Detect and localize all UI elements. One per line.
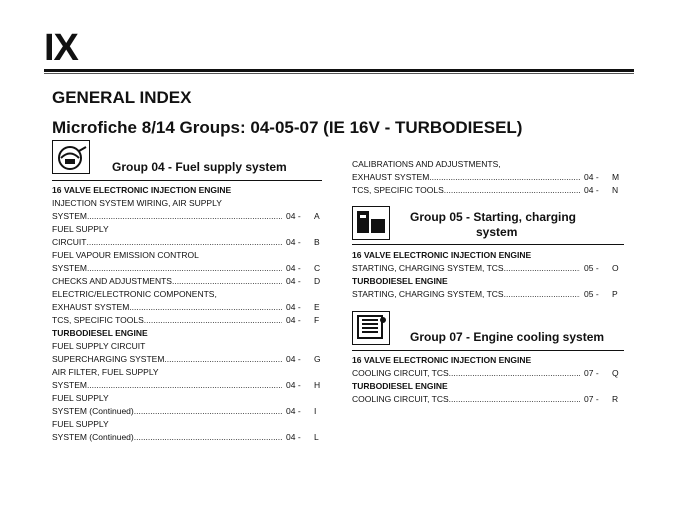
entry-label: TURBODIESEL ENGINE [52, 328, 148, 338]
entry-label: SUPERCHARGING SYSTEM [52, 354, 165, 364]
index-entry [52, 197, 327, 210]
leader-dots [87, 262, 282, 275]
index-entry [52, 249, 327, 262]
entry-label: FUEL VAPOUR EMISSION CONTROL [52, 250, 199, 260]
index-entry [52, 392, 327, 405]
battery-starter-icon [352, 206, 390, 240]
leader-dots [144, 314, 282, 327]
entry-page: 07 - [584, 368, 599, 378]
entry-label: TCS, SPECIFIC TOOLS [352, 185, 444, 195]
entry-letter: D [314, 276, 321, 286]
group-05-title: Group 05 - Starting, charging [410, 210, 577, 224]
entry-label: EXHAUST SYSTEM [52, 302, 130, 312]
entry-label: AIR FILTER, FUEL SUPPLY [52, 367, 159, 377]
index-entry [52, 288, 327, 301]
index-entry [52, 340, 327, 353]
index-entry [52, 366, 327, 379]
entry-label: CHECKS AND ADJUSTMENTS [52, 276, 172, 286]
leader-dots [129, 301, 282, 314]
entry-letter: H [314, 380, 321, 390]
entry-label: EXHAUST SYSTEM [352, 172, 430, 182]
entry-page: 04 - [286, 432, 301, 442]
index-entry [52, 223, 327, 236]
index-entry [52, 314, 327, 327]
header-rule [44, 69, 634, 72]
index-entry [52, 275, 327, 288]
index-entry [352, 184, 627, 197]
group-04-title: Group 04 - Fuel supply system [112, 160, 287, 174]
index-entry [352, 288, 627, 301]
group-04-continued-list [352, 158, 627, 197]
index-entry [352, 367, 627, 380]
index-entry [352, 275, 627, 288]
entry-label: FUEL SUPPLY CIRCUIT [52, 341, 146, 351]
entry-label: TCS, SPECIFIC TOOLS [52, 315, 144, 325]
fuel-pump-icon [52, 140, 90, 174]
index-entry [52, 262, 327, 275]
entry-letter: B [314, 237, 320, 247]
group-04-rule [52, 180, 322, 181]
entry-page: 05 - [584, 289, 599, 299]
entry-page: 07 - [584, 394, 599, 404]
entry-label: SYSTEM [52, 263, 87, 273]
index-entry [52, 301, 327, 314]
entry-page: 04 - [584, 172, 599, 182]
leader-dots [444, 184, 580, 197]
entry-label: INJECTION SYSTEM WIRING, AIR SUPPLY [52, 198, 222, 208]
entry-label: TURBODIESEL ENGINE [352, 276, 448, 286]
entry-letter: F [314, 315, 320, 325]
radiator-icon [352, 311, 390, 345]
entry-label: COOLING CIRCUIT, TCS [352, 368, 449, 378]
index-entry [52, 184, 327, 197]
entry-label: CALIBRATIONS AND ADJUSTMENTS, [352, 159, 501, 169]
leader-dots [429, 171, 580, 184]
leader-dots [449, 393, 580, 406]
leader-dots [134, 405, 282, 418]
leader-dots [504, 262, 580, 275]
entry-letter: P [612, 289, 618, 299]
entry-page: 04 - [286, 406, 301, 416]
leader-dots [504, 288, 580, 301]
entry-page: 04 - [286, 380, 301, 390]
entry-label: FUEL SUPPLY [52, 419, 109, 429]
entry-label: 16 VALVE ELECTRONIC INJECTION ENGINE [352, 250, 532, 260]
page-subtitle: Microfiche 8/14 Groups: 04-05-07 (IE 16V - TURBODIESEL) [52, 118, 523, 137]
entry-label: 16 VALVE ELECTRONIC INJECTION ENGINE [352, 355, 532, 365]
entry-letter: C [314, 263, 321, 273]
group-07-rule [352, 350, 624, 351]
index-entry [52, 405, 327, 418]
entry-label: 16 VALVE ELECTRONIC INJECTION ENGINE [52, 185, 232, 195]
leader-dots [87, 210, 282, 223]
index-entry [52, 431, 327, 444]
entry-label: COOLING CIRCUIT, TCS [352, 394, 449, 404]
entry-page: 05 - [584, 263, 599, 273]
entry-letter: N [612, 185, 619, 195]
leader-dots [86, 236, 282, 249]
index-entry [352, 354, 627, 367]
leader-dots [164, 353, 282, 366]
index-entry [52, 353, 327, 366]
page-title: GENERAL INDEX [52, 88, 192, 107]
entry-page: 04 - [286, 211, 301, 221]
entry-label: TURBODIESEL ENGINE [352, 381, 448, 391]
entry-letter: R [612, 394, 619, 404]
index-entry [352, 171, 627, 184]
index-entry [352, 158, 627, 171]
index-entry [52, 210, 327, 223]
entry-label: CIRCUIT [52, 237, 87, 247]
index-entry [52, 418, 327, 431]
index-entry [52, 236, 327, 249]
entry-label: SYSTEM (Continued) [52, 406, 134, 416]
entry-letter: L [314, 432, 319, 442]
entry-label: SYSTEM [52, 380, 87, 390]
entry-label: FUEL SUPPLY [52, 224, 109, 234]
entry-letter: G [314, 354, 321, 364]
leader-dots [87, 379, 282, 392]
entry-page: 04 - [286, 315, 301, 325]
chapter-number: IX [44, 27, 78, 69]
index-entry [352, 249, 627, 262]
index-entry [352, 393, 627, 406]
entry-label: SYSTEM [52, 211, 87, 221]
leader-dots [449, 367, 580, 380]
group-05-rule [352, 244, 624, 245]
entry-letter: A [314, 211, 320, 221]
index-entry [52, 327, 327, 340]
index-entry [52, 379, 327, 392]
entry-page: 04 - [286, 263, 301, 273]
entry-letter: Q [612, 368, 619, 378]
entry-page: 04 - [584, 185, 599, 195]
entry-letter: M [612, 172, 620, 182]
leader-dots [172, 275, 282, 288]
entry-label: STARTING, CHARGING SYSTEM, TCS [352, 289, 504, 299]
entry-page: 04 - [286, 237, 301, 247]
entry-letter: E [314, 302, 320, 312]
group-05-index-list [352, 249, 627, 301]
entry-page: 04 - [286, 354, 301, 364]
group-07-title: Group 07 - Engine cooling system [410, 330, 605, 344]
index-entry [352, 380, 627, 393]
entry-label: FUEL SUPPLY [52, 393, 109, 403]
entry-page: 04 - [286, 276, 301, 286]
index-entry [352, 262, 627, 275]
entry-letter: I [314, 406, 317, 416]
entry-label: STARTING, CHARGING SYSTEM, TCS [352, 263, 504, 273]
header-rule-thin [44, 73, 634, 74]
group-04-index-list [52, 184, 327, 444]
entry-label: ELECTRIC/ELECTRONIC COMPONENTS, [52, 289, 217, 299]
entry-letter: O [612, 263, 619, 273]
entry-label: SYSTEM (Continued) [52, 432, 134, 442]
group-07-index-list [352, 354, 627, 406]
entry-page: 04 - [286, 302, 301, 312]
group-05-title-line2: system [476, 225, 518, 239]
leader-dots [134, 431, 282, 444]
